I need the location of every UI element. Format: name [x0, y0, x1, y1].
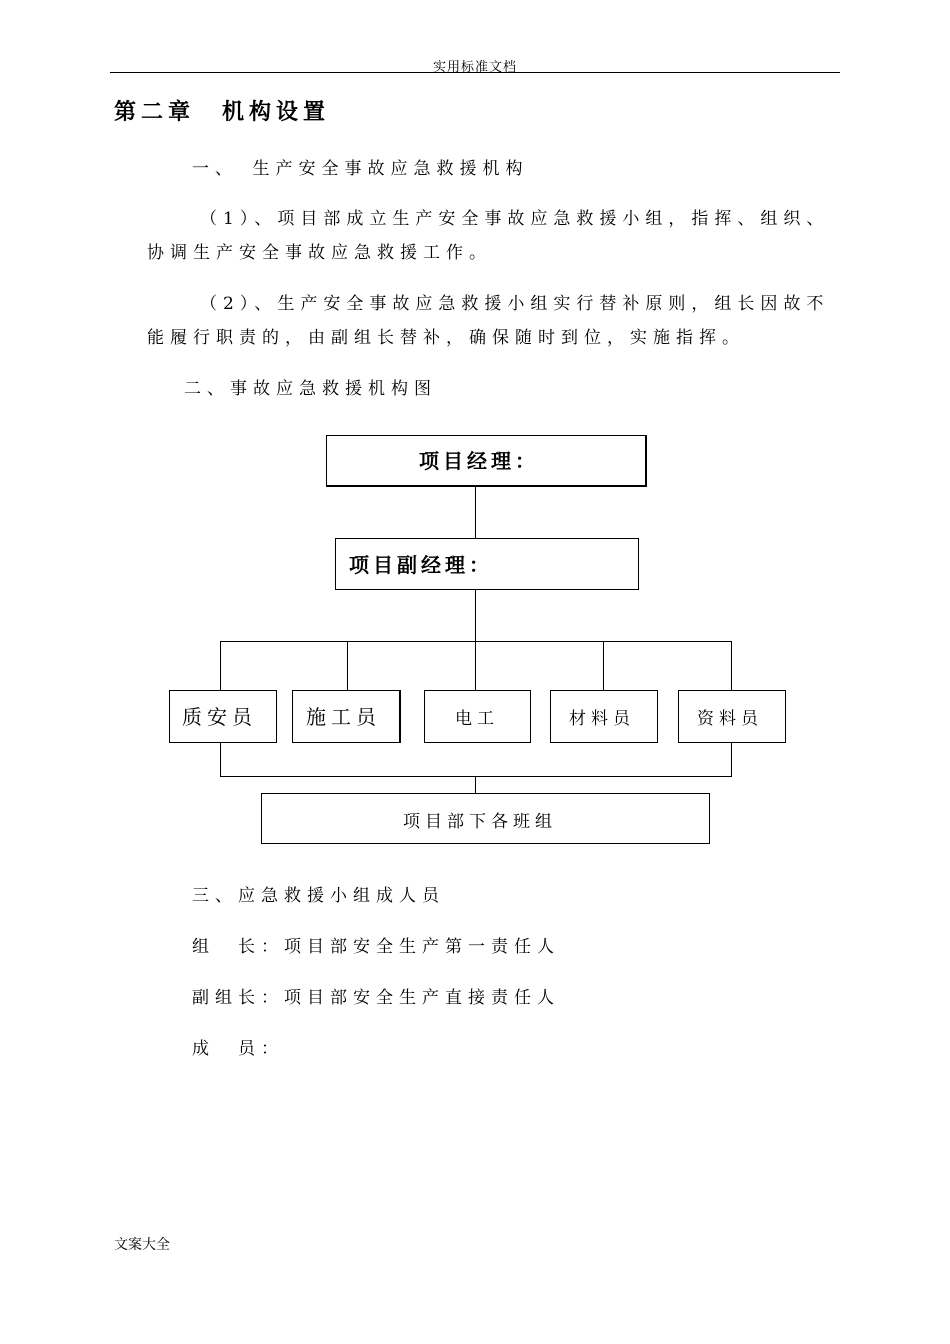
section-1-title: 一、 生产安全事故应急救援机构	[192, 159, 529, 179]
connector-bottom-bar	[220, 776, 732, 777]
org-box-electrician	[424, 690, 531, 743]
connector-bottom-left	[220, 741, 221, 776]
section-1-para-1-line-1: （1）、项目部成立生产安全事故应急救援小组，指挥、组织、	[200, 209, 830, 229]
connector-member-2	[347, 641, 348, 691]
org-box-teams	[261, 793, 710, 844]
org-box-manager	[326, 435, 647, 487]
connector-member-3	[475, 641, 476, 691]
org-box-documents-officer-label: 资料员	[697, 709, 763, 729]
connector-top-deputy	[475, 486, 476, 539]
connector-branch-bar	[220, 641, 732, 642]
connector-member-4	[603, 641, 604, 691]
org-box-materials-officer-label: 材料员	[569, 709, 635, 729]
connector-bottom-right	[731, 741, 732, 776]
connector-bottom-team	[475, 776, 476, 794]
org-box-construction-officer	[292, 690, 401, 743]
org-box-deputy	[335, 538, 639, 590]
section-1-para-2-line-2: 能履行职责的，由副组长替补，确保随时到位，实施指挥。	[147, 328, 745, 348]
chapter-title: 第二章 机构设置	[114, 100, 331, 125]
org-box-electrician-label: 电工	[455, 709, 499, 729]
members-line: 成 员：	[192, 1039, 284, 1059]
connector-member-5	[731, 641, 732, 691]
section-2-title: 二、事故应急救援机构图	[184, 379, 437, 399]
header-divider	[110, 72, 840, 73]
org-box-documents-officer	[678, 690, 786, 743]
connector-deputy-branch	[475, 589, 476, 641]
org-box-teams-label: 项目部下各班组	[403, 812, 557, 832]
deputy-leader-line: 副组长：项目部安全生产直接责任人	[192, 988, 560, 1008]
org-box-safety-officer-label: 质安员	[182, 705, 257, 729]
section-3-title: 三、应急救援小组成人员	[192, 886, 445, 906]
connector-member-1	[220, 641, 221, 691]
page-header: 实用标准文档	[432, 60, 517, 75]
section-1-para-2-line-1: （2）、生产安全事故应急救援小组实行替补原则，组长因故不	[200, 294, 830, 314]
org-box-safety-officer	[169, 690, 277, 743]
org-box-construction-officer-label: 施工员	[306, 705, 381, 729]
section-1-para-1-line-2: 协调生产安全事故应急救援工作。	[147, 243, 492, 263]
org-box-materials-officer	[550, 690, 658, 743]
org-box-manager-label: 项目经理：	[419, 449, 539, 473]
org-box-deputy-label: 项目副经理：	[349, 553, 493, 577]
page-footer: 文案大全	[114, 1237, 170, 1253]
team-leader-line: 组 长：项目部安全生产第一责任人	[192, 937, 560, 957]
